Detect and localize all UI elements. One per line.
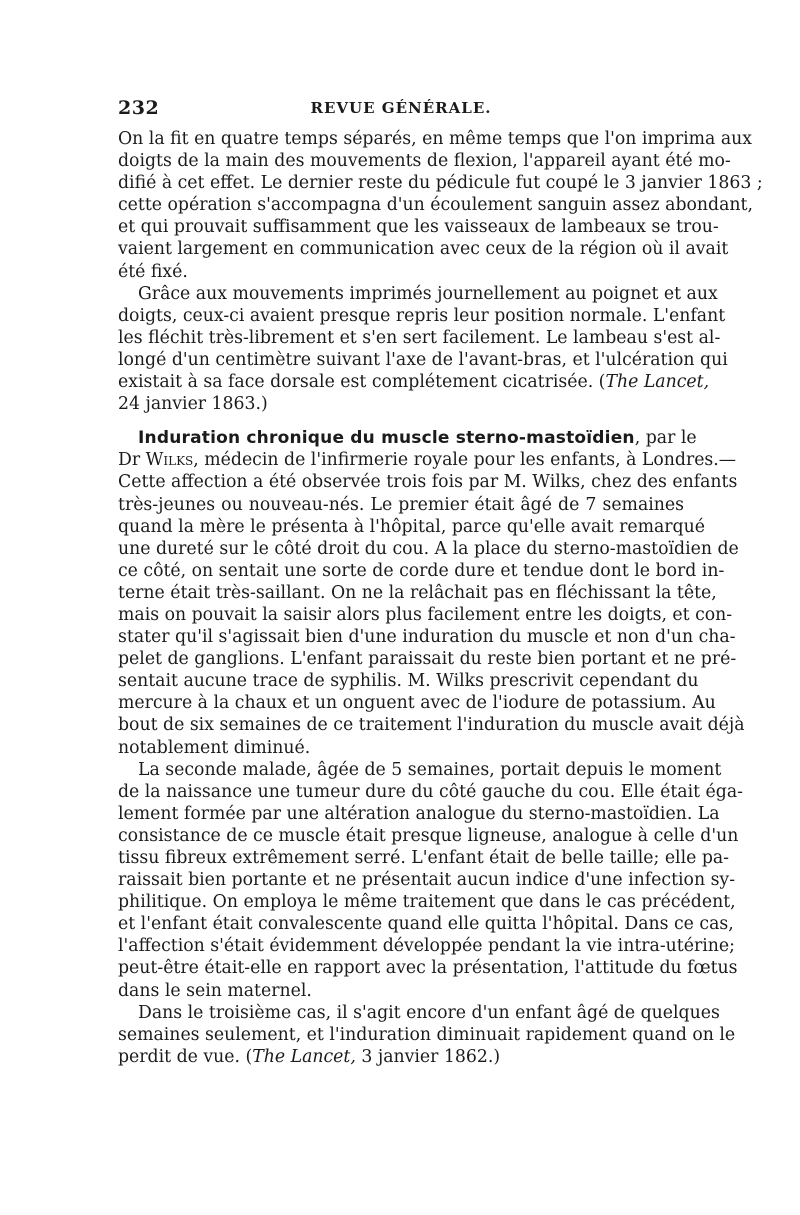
text-line: Grâce aux mouvements imprimés journellement au poignet et aux: [138, 283, 718, 304]
text-line: notablement diminué.: [118, 737, 311, 758]
text-line: l'affection s'était évidemment développée pendant la vie intra-utérine;: [118, 936, 735, 957]
text-run: , par le: [634, 428, 697, 449]
journal-citation: The Lancet,: [605, 372, 710, 393]
section-induration: [118, 427, 745, 758]
section-heading-line: [118, 427, 697, 449]
citation-date: 3 janvier 1862.): [361, 1046, 501, 1067]
author-title: Dr: [118, 450, 141, 471]
text-line: bout de six semaines de ce traitement l'induration du muscle avait déjà: [118, 715, 745, 736]
text-line: mercure à la chaux et un onguent avec de l'iodure de potassium. Au: [118, 693, 716, 714]
text-line: raissait bien portante et ne présentait aucun indice d'une infection sy-: [118, 870, 736, 891]
text-line: [118, 371, 710, 393]
text-line: les fléchit très-librement et s'en sert facilement. Le lambeau s'est al-: [118, 327, 721, 348]
text-line: dans le sein maternel.: [118, 980, 312, 1001]
text-line: une dureté sur le côté droit du cou. A la place du sterno-mastoïdien de: [118, 538, 739, 559]
text-line: terne était très-saillant. On ne la relâchait pas en fléchissant la tête,: [118, 582, 717, 603]
text-line: peut-être était-elle en rapport avec la présentation, l'attitude du fœtus: [118, 958, 738, 979]
author-name: Wilks: [145, 450, 194, 471]
author-line: [118, 449, 737, 471]
text-line: La seconde malade, âgée de 5 semaines, portait depuis le moment: [138, 759, 722, 780]
text-line: philitique. On employa le même traitement que dans le cas précédent,: [118, 892, 736, 913]
text-line: et l'enfant était convalescente quand elle quitta l'hôpital. Dans ce cas,: [118, 914, 734, 935]
text-line: cette opération s'accompagna d'un écoulement sanguin assez abondant,: [118, 195, 753, 216]
text-line: quand la mère le présenta à l'hôpital, parce qu'elle avait remarqué: [118, 516, 705, 537]
text-line: vaient largement en communication avec ceux de la région où il avait: [118, 239, 729, 260]
text-line: consistance de ce muscle était presque ligneuse, analogue à celle d'un: [118, 825, 739, 846]
section-heading: Induration chronique du muscle sterno-mastoïdien: [138, 428, 635, 449]
page-header: [118, 97, 684, 121]
text-line: doigts de la main des mouvements de flexion, l'appareil ayant été mo-: [118, 151, 731, 172]
text-line: tissu fibreux extrêmement serré. L'enfant était de belle taille; elle pa-: [118, 848, 730, 868]
text-line: lement formée par une altération analogue du sterno-mastoïdien. La: [118, 803, 720, 824]
paragraph-second-case: [118, 759, 743, 1002]
text-line: Cette affection a été observée trois fois par M. Wilks, chez des enfants: [118, 472, 738, 493]
text-line: [118, 1046, 684, 1068]
text-line: de la naissance une tumeur dure du côté gauche du cou. Elle était éga-: [118, 781, 743, 802]
running-title: REVUE GÉNÉRALE.: [310, 99, 492, 117]
text-line: Dans le troisième cas, il s'agit encore d'un enfant âgé de quelques: [138, 1002, 720, 1023]
paragraph-third-case: [118, 1002, 736, 1068]
text-line: pelet de ganglions. L'enfant paraissait du reste bien portant et ne pré-: [118, 649, 737, 670]
text-run: perdit de vue. (: [118, 1046, 253, 1067]
text-run: , médecin de l'infirmerie royale pour les enfants, à Londres.—: [193, 450, 737, 471]
text-line: semaines seulement, et l'induration diminuait rapidement quand on le: [118, 1024, 736, 1045]
text-line: longé d'un centimètre suivant l'axe de l'avant-bras, et l'ulcération qui: [118, 349, 728, 370]
text-line: été fixé.: [118, 261, 188, 282]
text-line: stater qu'il s'agissait bien d'une induration du muscle et non d'un cha-: [118, 627, 736, 648]
body-text: [118, 128, 763, 1068]
text-line: très-jeunes ou nouveau-nés. Le premier était âgé de 7 semaines: [118, 494, 684, 515]
text-line: 24 janvier 1863.): [118, 394, 268, 415]
journal-citation: The Lancet,: [252, 1046, 356, 1067]
text-line: On la fit en quatre temps séparés, en même temps que l'on imprima aux: [118, 129, 753, 149]
text-line: difié à cet effet. Le dernier reste du pédicule fut coupé le 3 janvier 1863 ;: [118, 173, 763, 194]
text-line: mais on pouvait la saisir alors plus facilement entre les doigts, et con-: [118, 604, 733, 625]
section-gap: [118, 415, 684, 427]
text-line: sentait aucune trace de syphilis. M. Wilks prescrivit cependant du: [118, 671, 699, 692]
page-number: 232: [118, 97, 160, 119]
text-line: ce côté, on sentait une sorte de corde dure et tendue dont le bord in-: [118, 560, 725, 581]
paragraph-motion: [118, 283, 728, 416]
text-line: et qui prouvait suffisamment que les vaisseaux de lambeaux se trou-: [118, 217, 719, 238]
text-run: existait à sa face dorsale est complétement cicatrisée. (: [118, 372, 606, 393]
paragraph-continuation: [118, 128, 763, 283]
text-line: doigts, ceux-ci avaient presque repris leur position normale. L'enfant: [118, 305, 726, 326]
